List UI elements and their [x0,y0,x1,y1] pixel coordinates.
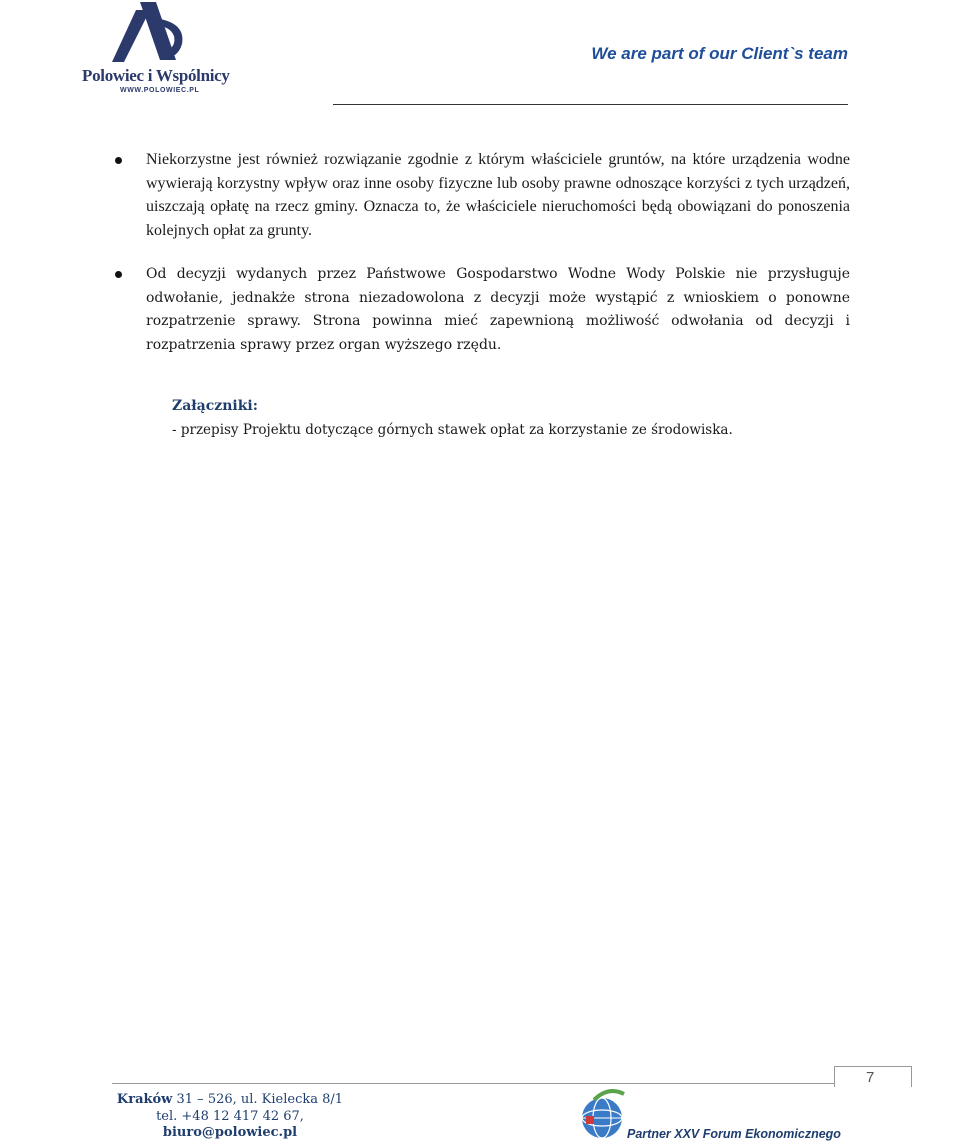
page-number: 7 [866,1069,875,1086]
attachments-section [172,394,733,442]
bullet-text-1: Niekorzystne jest również rozwiązanie zgodnie z którym właściciele gruntów, na które urządzenia wodne wywierają korzystny wpływ oraz inne osoby fizyczne lub osoby prawne odnoszące korzyści z tych urządzeń, uiszczają opłatę na rzecz gminy. Oznacza to, że właściciele nieruchomości będą obowiązani do ponoszenia kolejnych opłat za grunty. [146,151,850,239]
footer-street: 31 – 526, ul. Kielecka 8/1 [172,1092,344,1107]
bullet-dot-icon [115,271,122,278]
bullet-text-2: Od decyzji wydanych przez Państwowe Gospodarstwo Wodne Wody Polskie nie przysługuje odwołanie, jednakże strona niezadowolona z decyzji może wystąpić z wnioskiem o ponowne rozpatrzenie sprawy. Strona powinna mieć zapewnioną możliwość odwołania od decyzji i rozpatrzenia sprawy przez organ wyższego rzędu. [146,266,850,353]
attachment-item: - przepisy Projektu dotyczące górnych stawek opłat za korzystanie ze środowiska. [172,422,733,438]
footer-email[interactable]: biuro@polowiec.pl [162,1125,298,1140]
logo-name: Polowiec i Wspólnicy [82,66,230,85]
attachments-title: Załączniki: [172,398,258,414]
bullet-item-2 [112,263,850,357]
logo-url: WWW.POLOWIEC.PL [120,87,200,94]
header-tagline: We are part of our Client`s team [591,44,848,63]
footer-address [112,1092,348,1142]
forum-globe-icon [572,1084,632,1144]
header-rule [333,104,848,105]
footer-phone: tel. +48 12 417 42 67, [156,1108,304,1124]
bullet-dot-icon [115,157,122,164]
bullet-list [112,148,850,357]
footer-rule [112,1083,835,1084]
footer-city: Kraków [116,1092,173,1107]
partner-note: Partner XXV Forum Ekonomicznego [627,1127,841,1141]
logo-mark-icon [98,0,208,66]
bullet-item-1 [112,148,850,242]
footer-address-line [112,1092,348,1109]
company-logo [80,0,235,100]
